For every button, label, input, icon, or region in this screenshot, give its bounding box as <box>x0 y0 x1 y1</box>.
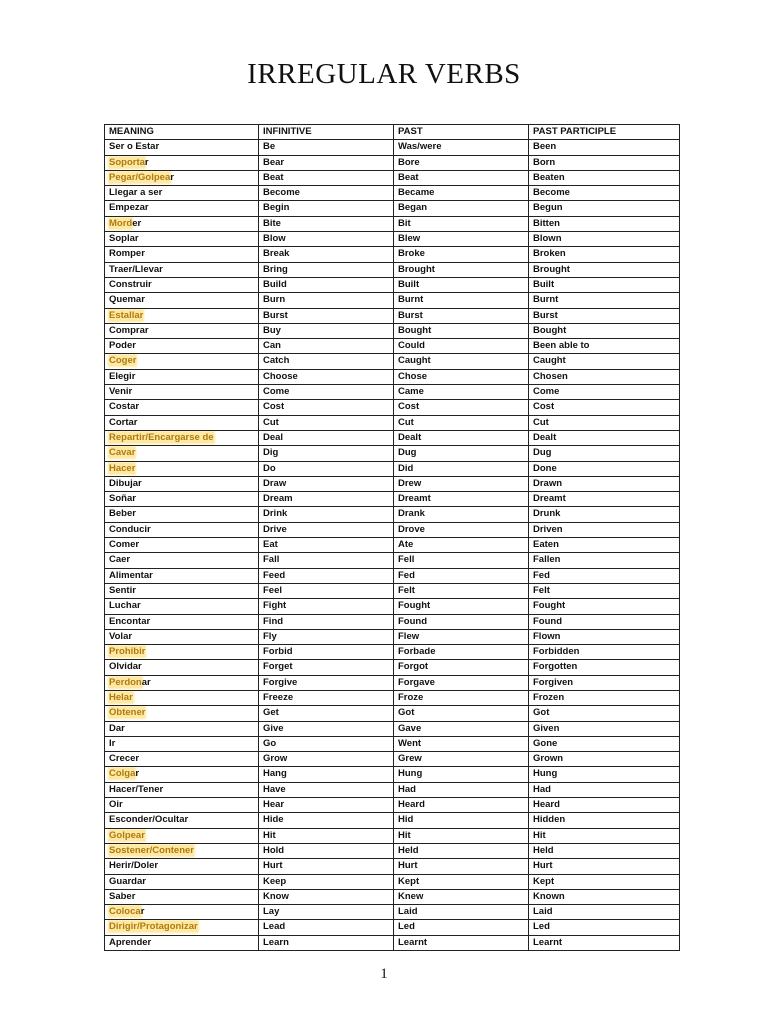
cell-meaning: Aprender <box>105 935 259 950</box>
cell-meaning <box>105 690 259 705</box>
cell-infinitive: Bite <box>259 216 394 231</box>
cell-meaning: Quemar <box>105 293 259 308</box>
cell-infinitive: Begin <box>259 201 394 216</box>
cell-past-participle: Led <box>529 920 680 935</box>
cell-meaning: Traer/Llevar <box>105 262 259 277</box>
cell-past: Beat <box>394 170 529 185</box>
table-row <box>105 155 680 170</box>
cell-past: Drew <box>394 476 529 491</box>
table-row <box>105 874 680 889</box>
cell-infinitive: Catch <box>259 354 394 369</box>
cell-past: Got <box>394 706 529 721</box>
cell-past: Hid <box>394 813 529 828</box>
table-row <box>105 583 680 598</box>
cell-infinitive: Lay <box>259 905 394 920</box>
table-row <box>105 752 680 767</box>
cell-past: Hurt <box>394 859 529 874</box>
table-row <box>105 415 680 430</box>
cell-infinitive: Build <box>259 277 394 292</box>
table-row <box>105 247 680 262</box>
cell-past: Forgot <box>394 660 529 675</box>
cell-past-participle: Fought <box>529 599 680 614</box>
cell-infinitive: Dig <box>259 446 394 461</box>
cell-past: Could <box>394 339 529 354</box>
cell-past: Laid <box>394 905 529 920</box>
table-row <box>105 889 680 904</box>
table-row <box>105 721 680 736</box>
cell-past: Grew <box>394 752 529 767</box>
cell-meaning: Ser o Estar <box>105 140 259 155</box>
cell-meaning: Soplar <box>105 232 259 247</box>
cell-infinitive: Hear <box>259 798 394 813</box>
cell-past: Dreamt <box>394 492 529 507</box>
cell-past-participle: Born <box>529 155 680 170</box>
cell-meaning <box>105 675 259 690</box>
cell-infinitive: Forget <box>259 660 394 675</box>
cell-infinitive: Blow <box>259 232 394 247</box>
cell-infinitive: Hide <box>259 813 394 828</box>
table-row <box>105 828 680 843</box>
cell-past: Found <box>394 614 529 629</box>
cell-infinitive: Choose <box>259 369 394 384</box>
highlighted-text: Obtener <box>109 707 146 719</box>
table-row <box>105 201 680 216</box>
cell-past-participle: Come <box>529 385 680 400</box>
cell-infinitive: Dream <box>259 492 394 507</box>
cell-infinitive: Go <box>259 736 394 751</box>
cell-past: Forgave <box>394 675 529 690</box>
cell-past: Burnt <box>394 293 529 308</box>
cell-infinitive: Feed <box>259 568 394 583</box>
cell-past-participle: Cost <box>529 400 680 415</box>
table-row <box>105 476 680 491</box>
cell-past-participle: Gone <box>529 736 680 751</box>
cell-infinitive: Feel <box>259 583 394 598</box>
table-row <box>105 430 680 445</box>
highlighted-text: Coloca <box>109 906 141 918</box>
cell-infinitive: Beat <box>259 170 394 185</box>
cell-infinitive: Fly <box>259 629 394 644</box>
cell-infinitive: Cut <box>259 415 394 430</box>
cell-past: Heard <box>394 798 529 813</box>
cell-infinitive: Cost <box>259 400 394 415</box>
cell-past: Led <box>394 920 529 935</box>
cell-past: Built <box>394 277 529 292</box>
cell-infinitive: Keep <box>259 874 394 889</box>
table-row <box>105 843 680 858</box>
cell-past-participle: Bought <box>529 323 680 338</box>
cell-meaning: Llegar a ser <box>105 186 259 201</box>
cell-meaning: Dibujar <box>105 476 259 491</box>
cell-infinitive: Can <box>259 339 394 354</box>
cell-past-participle: Drunk <box>529 507 680 522</box>
cell-past-participle: Drawn <box>529 476 680 491</box>
verbs-table <box>104 124 680 951</box>
cell-past: Knew <box>394 889 529 904</box>
cell-meaning <box>105 155 259 170</box>
cell-meaning: Hacer/Tener <box>105 782 259 797</box>
cell-past: Drove <box>394 522 529 537</box>
highlighted-text: Helar <box>109 691 133 703</box>
table-row <box>105 262 680 277</box>
cell-past-participle: Driven <box>529 522 680 537</box>
cell-infinitive: Bear <box>259 155 394 170</box>
cell-meaning <box>105 905 259 920</box>
cell-past-participle: Eaten <box>529 538 680 553</box>
table-row <box>105 568 680 583</box>
table-row <box>105 660 680 675</box>
table-row <box>105 614 680 629</box>
cell-meaning <box>105 767 259 782</box>
cell-infinitive: Hit <box>259 828 394 843</box>
cell-infinitive: Forgive <box>259 675 394 690</box>
table-header-row <box>105 125 680 140</box>
table-row <box>105 599 680 614</box>
cell-meaning: Oir <box>105 798 259 813</box>
highlighted-text: Prohibir <box>109 646 146 658</box>
cell-past: Burst <box>394 308 529 323</box>
table-row <box>105 538 680 553</box>
table-row <box>105 553 680 568</box>
table-row <box>105 782 680 797</box>
cell-past-participle: Forgotten <box>529 660 680 675</box>
table-row <box>105 308 680 323</box>
table-row <box>105 813 680 828</box>
cell-past: Began <box>394 201 529 216</box>
cell-infinitive: Give <box>259 721 394 736</box>
cell-past-participle: Given <box>529 721 680 736</box>
table-row <box>105 629 680 644</box>
cell-meaning: Comer <box>105 538 259 553</box>
table-row <box>105 446 680 461</box>
cell-past-participle: Frozen <box>529 690 680 705</box>
cell-past: Broke <box>394 247 529 262</box>
cell-meaning <box>105 430 259 445</box>
cell-past-participle: Bitten <box>529 216 680 231</box>
cell-past-participle: Beaten <box>529 170 680 185</box>
table-row <box>105 706 680 721</box>
highlighted-text: Cavar <box>109 447 136 459</box>
cell-past-participle: Heard <box>529 798 680 813</box>
cell-infinitive: Fight <box>259 599 394 614</box>
meaning-text: r <box>135 768 140 780</box>
cell-meaning: Saber <box>105 889 259 904</box>
cell-past-participle: Laid <box>529 905 680 920</box>
cell-past: Bought <box>394 323 529 338</box>
cell-infinitive: Forbid <box>259 645 394 660</box>
cell-past-participle: Found <box>529 614 680 629</box>
table-row <box>105 170 680 185</box>
cell-past: Hit <box>394 828 529 843</box>
table-row <box>105 323 680 338</box>
cell-past-participle: Become <box>529 186 680 201</box>
cell-past-participle: Dreamt <box>529 492 680 507</box>
cell-meaning: Caer <box>105 553 259 568</box>
cell-meaning: Venir <box>105 385 259 400</box>
table-row <box>105 767 680 782</box>
table-row <box>105 369 680 384</box>
table-row <box>105 905 680 920</box>
cell-past-participle: Fed <box>529 568 680 583</box>
cell-past: Cost <box>394 400 529 415</box>
cell-infinitive: Freeze <box>259 690 394 705</box>
cell-past-participle: Had <box>529 782 680 797</box>
cell-meaning <box>105 706 259 721</box>
cell-past-participle: Known <box>529 889 680 904</box>
cell-past-participle: Dealt <box>529 430 680 445</box>
highlighted-text: Soporta <box>109 156 145 168</box>
cell-past-participle: Burnt <box>529 293 680 308</box>
column-header-past: PAST <box>394 125 529 140</box>
cell-infinitive: Have <box>259 782 394 797</box>
cell-meaning <box>105 308 259 323</box>
cell-past-participle: Caught <box>529 354 680 369</box>
cell-past-participle: Been <box>529 140 680 155</box>
cell-past-participle: Forgiven <box>529 675 680 690</box>
highlighted-text: Golpear <box>109 829 145 841</box>
cell-meaning: Luchar <box>105 599 259 614</box>
cell-past: Chose <box>394 369 529 384</box>
cell-past-participle: Got <box>529 706 680 721</box>
cell-meaning: Romper <box>105 247 259 262</box>
cell-past-participle: Grown <box>529 752 680 767</box>
page-title: IRREGULAR VERBS <box>247 58 521 90</box>
cell-past: Froze <box>394 690 529 705</box>
cell-meaning: Poder <box>105 339 259 354</box>
cell-past: Dug <box>394 446 529 461</box>
cell-meaning: Herir/Doler <box>105 859 259 874</box>
cell-infinitive: Find <box>259 614 394 629</box>
cell-past: Hung <box>394 767 529 782</box>
cell-infinitive: Come <box>259 385 394 400</box>
cell-past-participle: Brought <box>529 262 680 277</box>
cell-past: Learnt <box>394 935 529 950</box>
cell-past-participle: Forbidden <box>529 645 680 660</box>
meaning-text: er <box>132 217 142 229</box>
cell-past: Fell <box>394 553 529 568</box>
table-row <box>105 675 680 690</box>
cell-meaning: Sentir <box>105 583 259 598</box>
cell-meaning: Ir <box>105 736 259 751</box>
cell-meaning: Esconder/Ocultar <box>105 813 259 828</box>
cell-past: Held <box>394 843 529 858</box>
table-row <box>105 186 680 201</box>
table-row <box>105 492 680 507</box>
cell-meaning: Comprar <box>105 323 259 338</box>
table-row <box>105 140 680 155</box>
cell-infinitive: Deal <box>259 430 394 445</box>
cell-past: Did <box>394 461 529 476</box>
cell-past: Ate <box>394 538 529 553</box>
cell-infinitive: Draw <box>259 476 394 491</box>
cell-infinitive: Be <box>259 140 394 155</box>
cell-past: Flew <box>394 629 529 644</box>
cell-past: Blew <box>394 232 529 247</box>
cell-infinitive: Drink <box>259 507 394 522</box>
cell-past: Caught <box>394 354 529 369</box>
cell-infinitive: Hurt <box>259 859 394 874</box>
cell-meaning: Guardar <box>105 874 259 889</box>
cell-meaning: Conducir <box>105 522 259 537</box>
column-header-past-participle: PAST PARTICIPLE <box>529 125 680 140</box>
cell-meaning: Soñar <box>105 492 259 507</box>
cell-past-participle: Blown <box>529 232 680 247</box>
cell-past-participle: Burst <box>529 308 680 323</box>
cell-infinitive: Hold <box>259 843 394 858</box>
cell-meaning: Alimentar <box>105 568 259 583</box>
page-number: 1 <box>380 966 388 982</box>
highlighted-text: Mord <box>109 217 133 229</box>
highlighted-text: Hacer <box>109 462 136 474</box>
cell-meaning: Crecer <box>105 752 259 767</box>
cell-past: Forbade <box>394 645 529 660</box>
highlighted-text: Repartir/Encargarse de <box>109 431 214 443</box>
cell-past: Felt <box>394 583 529 598</box>
cell-past: Bit <box>394 216 529 231</box>
cell-meaning: Empezar <box>105 201 259 216</box>
meaning-text: ar <box>141 676 151 688</box>
cell-past-participle: Chosen <box>529 369 680 384</box>
cell-meaning <box>105 828 259 843</box>
cell-past-participle: Learnt <box>529 935 680 950</box>
cell-past-participle: Hung <box>529 767 680 782</box>
cell-infinitive: Become <box>259 186 394 201</box>
cell-past-participle: Dug <box>529 446 680 461</box>
cell-meaning: Cortar <box>105 415 259 430</box>
cell-infinitive: Lead <box>259 920 394 935</box>
cell-meaning <box>105 354 259 369</box>
cell-infinitive: Burst <box>259 308 394 323</box>
highlighted-text: Colga <box>109 768 136 780</box>
cell-infinitive: Break <box>259 247 394 262</box>
cell-past-participle: Built <box>529 277 680 292</box>
table-row <box>105 690 680 705</box>
cell-past-participle: Hit <box>529 828 680 843</box>
cell-meaning <box>105 645 259 660</box>
cell-infinitive: Know <box>259 889 394 904</box>
table-row <box>105 935 680 950</box>
cell-meaning: Volar <box>105 629 259 644</box>
column-header-meaning: MEANING <box>105 125 259 140</box>
cell-past: Fought <box>394 599 529 614</box>
meaning-text: r <box>170 171 174 183</box>
cell-past-participle: Done <box>529 461 680 476</box>
cell-past-participle: Fallen <box>529 553 680 568</box>
cell-past-participle: Kept <box>529 874 680 889</box>
table-row <box>105 859 680 874</box>
cell-meaning <box>105 446 259 461</box>
cell-past-participle: Been able to <box>529 339 680 354</box>
table-row <box>105 232 680 247</box>
table-row <box>105 400 680 415</box>
cell-past: Bore <box>394 155 529 170</box>
highlighted-text: Estallar <box>109 309 144 321</box>
meaning-text: r <box>144 156 149 168</box>
cell-infinitive: Hang <box>259 767 394 782</box>
cell-past-participle: Hurt <box>529 859 680 874</box>
cell-past-participle: Held <box>529 843 680 858</box>
cell-past: Brought <box>394 262 529 277</box>
cell-meaning <box>105 843 259 858</box>
cell-past: Gave <box>394 721 529 736</box>
cell-past-participle: Flown <box>529 629 680 644</box>
cell-meaning: Dar <box>105 721 259 736</box>
table-row <box>105 798 680 813</box>
cell-meaning: Beber <box>105 507 259 522</box>
cell-past-participle: Begun <box>529 201 680 216</box>
highlighted-text: Sostener/Contener <box>109 844 194 856</box>
cell-past: Fed <box>394 568 529 583</box>
cell-meaning <box>105 461 259 476</box>
cell-past-participle: Felt <box>529 583 680 598</box>
cell-meaning: Costar <box>105 400 259 415</box>
cell-infinitive: Eat <box>259 538 394 553</box>
cell-past-participle: Broken <box>529 247 680 262</box>
cell-past: Came <box>394 385 529 400</box>
cell-past-participle: Cut <box>529 415 680 430</box>
cell-infinitive: Learn <box>259 935 394 950</box>
cell-past: Had <box>394 782 529 797</box>
cell-meaning: Construir <box>105 277 259 292</box>
cell-past: Drank <box>394 507 529 522</box>
table-row <box>105 920 680 935</box>
cell-meaning: Elegir <box>105 369 259 384</box>
highlighted-text: Perdon <box>109 676 142 688</box>
cell-past: Kept <box>394 874 529 889</box>
table-row <box>105 736 680 751</box>
cell-meaning: Olvidar <box>105 660 259 675</box>
cell-infinitive: Fall <box>259 553 394 568</box>
cell-infinitive: Burn <box>259 293 394 308</box>
table-row <box>105 293 680 308</box>
verbs-table-body <box>105 140 680 951</box>
table-row <box>105 461 680 476</box>
cell-past: Was/were <box>394 140 529 155</box>
cell-infinitive: Do <box>259 461 394 476</box>
cell-infinitive: Grow <box>259 752 394 767</box>
column-header-infinitive: INFINITIVE <box>259 125 394 140</box>
table-row <box>105 354 680 369</box>
cell-past: Cut <box>394 415 529 430</box>
highlighted-text: Coger <box>109 355 137 367</box>
cell-meaning <box>105 216 259 231</box>
table-row <box>105 507 680 522</box>
table-row <box>105 277 680 292</box>
highlighted-text: Pegar/Golpea <box>109 171 171 183</box>
cell-infinitive: Buy <box>259 323 394 338</box>
cell-past: Dealt <box>394 430 529 445</box>
cell-past: Became <box>394 186 529 201</box>
meaning-text: r <box>140 906 145 918</box>
cell-past-participle: Hidden <box>529 813 680 828</box>
cell-infinitive: Drive <box>259 522 394 537</box>
table-row <box>105 385 680 400</box>
table-row <box>105 216 680 231</box>
table-row <box>105 645 680 660</box>
table-row <box>105 522 680 537</box>
cell-past: Went <box>394 736 529 751</box>
cell-meaning <box>105 920 259 935</box>
highlighted-text: Dirigir/Protagonizar <box>109 921 198 933</box>
table-row <box>105 339 680 354</box>
cell-meaning <box>105 170 259 185</box>
cell-meaning: Encontar <box>105 614 259 629</box>
cell-infinitive: Bring <box>259 262 394 277</box>
cell-infinitive: Get <box>259 706 394 721</box>
